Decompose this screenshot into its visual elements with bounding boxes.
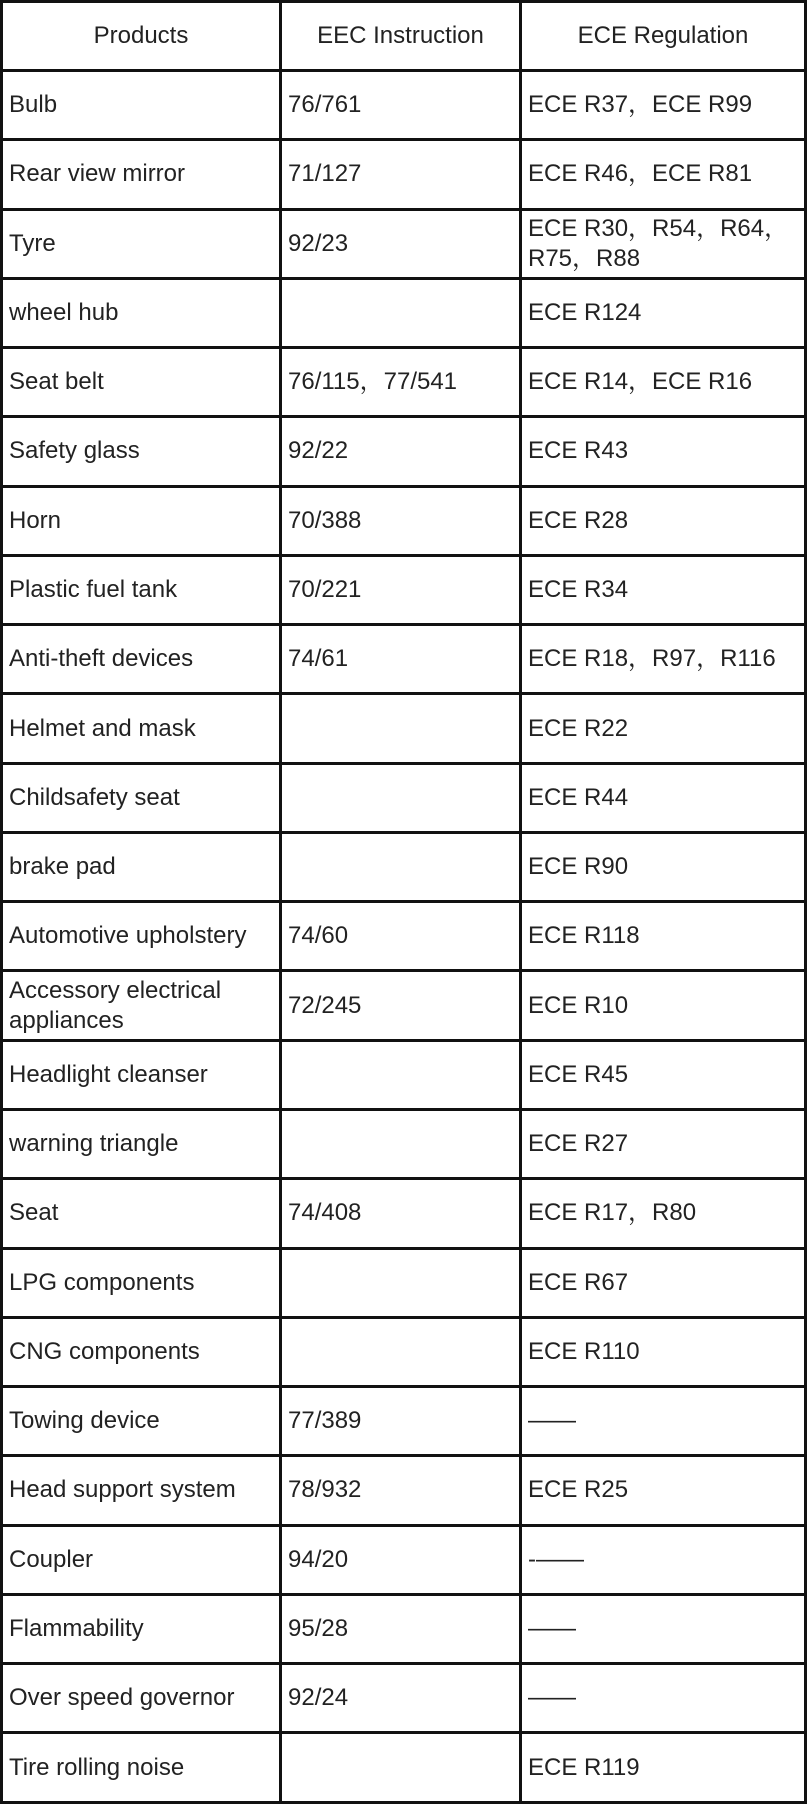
table-row bbox=[2, 1248, 806, 1317]
product-cell: LPG components bbox=[2, 1248, 281, 1317]
table-row bbox=[2, 1387, 806, 1456]
ece-cell: —— bbox=[521, 1387, 806, 1456]
product-cell: Helmet and mask bbox=[2, 694, 281, 763]
product-cell: Accessory electrical appliances bbox=[2, 971, 281, 1040]
eec-cell bbox=[281, 278, 521, 347]
ece-cell: ECE R27 bbox=[521, 1109, 806, 1178]
table-row bbox=[2, 832, 806, 901]
ece-cell: ECE R46，ECE R81 bbox=[521, 140, 806, 209]
ece-cell: ECE R44 bbox=[521, 763, 806, 832]
table-row bbox=[2, 625, 806, 694]
table-row bbox=[2, 1664, 806, 1733]
table-row bbox=[2, 1733, 806, 1803]
product-cell: wheel hub bbox=[2, 278, 281, 347]
table-row bbox=[2, 1525, 806, 1594]
eec-cell: 70/388 bbox=[281, 486, 521, 555]
eec-cell bbox=[281, 1248, 521, 1317]
product-cell: Head support system bbox=[2, 1456, 281, 1525]
product-cell: brake pad bbox=[2, 832, 281, 901]
eec-cell bbox=[281, 1317, 521, 1386]
ece-cell: ECE R67 bbox=[521, 1248, 806, 1317]
ece-cell: ECE R110 bbox=[521, 1317, 806, 1386]
table-row bbox=[2, 555, 806, 624]
eec-cell: 92/22 bbox=[281, 417, 521, 486]
table-row bbox=[2, 1594, 806, 1663]
header-ece-regulation: ECE Regulation bbox=[521, 2, 806, 71]
ece-cell: ECE R90 bbox=[521, 832, 806, 901]
eec-cell: 78/932 bbox=[281, 1456, 521, 1525]
eec-cell bbox=[281, 1040, 521, 1109]
product-cell: Flammability bbox=[2, 1594, 281, 1663]
ece-cell: ECE R25 bbox=[521, 1456, 806, 1525]
product-cell: Horn bbox=[2, 486, 281, 555]
table-row bbox=[2, 278, 806, 347]
product-cell: Seat bbox=[2, 1179, 281, 1248]
ece-cell: ECE R118 bbox=[521, 902, 806, 971]
eec-cell: 92/23 bbox=[281, 209, 521, 278]
ece-cell: ECE R45 bbox=[521, 1040, 806, 1109]
ece-cell: ECE R10 bbox=[521, 971, 806, 1040]
eec-cell bbox=[281, 1733, 521, 1803]
product-cell: Rear view mirror bbox=[2, 140, 281, 209]
product-cell: Headlight cleanser bbox=[2, 1040, 281, 1109]
table-row bbox=[2, 1179, 806, 1248]
table-row bbox=[2, 486, 806, 555]
table-row bbox=[2, 71, 806, 140]
table-row bbox=[2, 971, 806, 1040]
table-row bbox=[2, 417, 806, 486]
product-cell: Coupler bbox=[2, 1525, 281, 1594]
ece-cell: ECE R43 bbox=[521, 417, 806, 486]
table-row bbox=[2, 763, 806, 832]
product-cell: Seat belt bbox=[2, 348, 281, 417]
header-eec-instruction: EEC Instruction bbox=[281, 2, 521, 71]
ece-cell: ECE R17，R80 bbox=[521, 1179, 806, 1248]
eec-cell: 74/408 bbox=[281, 1179, 521, 1248]
product-cell: Over speed governor bbox=[2, 1664, 281, 1733]
ece-cell: ECE R18，R97，R116 bbox=[521, 625, 806, 694]
product-cell: Tyre bbox=[2, 209, 281, 278]
header-products: Products bbox=[2, 2, 281, 71]
eec-cell: 76/115，77/541 bbox=[281, 348, 521, 417]
eec-cell bbox=[281, 694, 521, 763]
table-row bbox=[2, 1109, 806, 1178]
eec-cell: 95/28 bbox=[281, 1594, 521, 1663]
ece-cell: ECE R30，R54，R64，R75，R88 bbox=[521, 209, 806, 278]
product-cell: Plastic fuel tank bbox=[2, 555, 281, 624]
eec-cell: 74/60 bbox=[281, 902, 521, 971]
eec-cell: 77/389 bbox=[281, 1387, 521, 1456]
ece-cell: ECE R34 bbox=[521, 555, 806, 624]
table-row bbox=[2, 140, 806, 209]
ece-cell: ECE R22 bbox=[521, 694, 806, 763]
product-cell: Automotive upholstery bbox=[2, 902, 281, 971]
ece-cell: ECE R37，ECE R99 bbox=[521, 71, 806, 140]
eec-cell: 72/245 bbox=[281, 971, 521, 1040]
product-cell: Anti-theft devices bbox=[2, 625, 281, 694]
product-cell: CNG components bbox=[2, 1317, 281, 1386]
table-row bbox=[2, 209, 806, 278]
table-row bbox=[2, 1456, 806, 1525]
product-cell: Towing device bbox=[2, 1387, 281, 1456]
product-cell: Childsafety seat bbox=[2, 763, 281, 832]
ece-cell: ECE R28 bbox=[521, 486, 806, 555]
eec-cell: 70/221 bbox=[281, 555, 521, 624]
table-row bbox=[2, 902, 806, 971]
table-row bbox=[2, 694, 806, 763]
eec-cell bbox=[281, 763, 521, 832]
ece-cell: ECE R119 bbox=[521, 1733, 806, 1803]
table-header-row bbox=[2, 2, 806, 71]
eec-cell: 76/761 bbox=[281, 71, 521, 140]
ece-cell: —— bbox=[521, 1664, 806, 1733]
ece-cell: -—— bbox=[521, 1525, 806, 1594]
eec-cell bbox=[281, 832, 521, 901]
table-row bbox=[2, 348, 806, 417]
eec-cell: 74/61 bbox=[281, 625, 521, 694]
product-cell: Bulb bbox=[2, 71, 281, 140]
ece-cell: —— bbox=[521, 1594, 806, 1663]
table-row bbox=[2, 1317, 806, 1386]
eec-cell: 94/20 bbox=[281, 1525, 521, 1594]
product-cell: Safety glass bbox=[2, 417, 281, 486]
eec-cell bbox=[281, 1109, 521, 1178]
ece-cell: ECE R14，ECE R16 bbox=[521, 348, 806, 417]
table-row bbox=[2, 1040, 806, 1109]
product-cell: Tire rolling noise bbox=[2, 1733, 281, 1803]
product-cell: warning triangle bbox=[2, 1109, 281, 1178]
eec-cell: 71/127 bbox=[281, 140, 521, 209]
eec-cell: 92/24 bbox=[281, 1664, 521, 1733]
ece-cell: ECE R124 bbox=[521, 278, 806, 347]
